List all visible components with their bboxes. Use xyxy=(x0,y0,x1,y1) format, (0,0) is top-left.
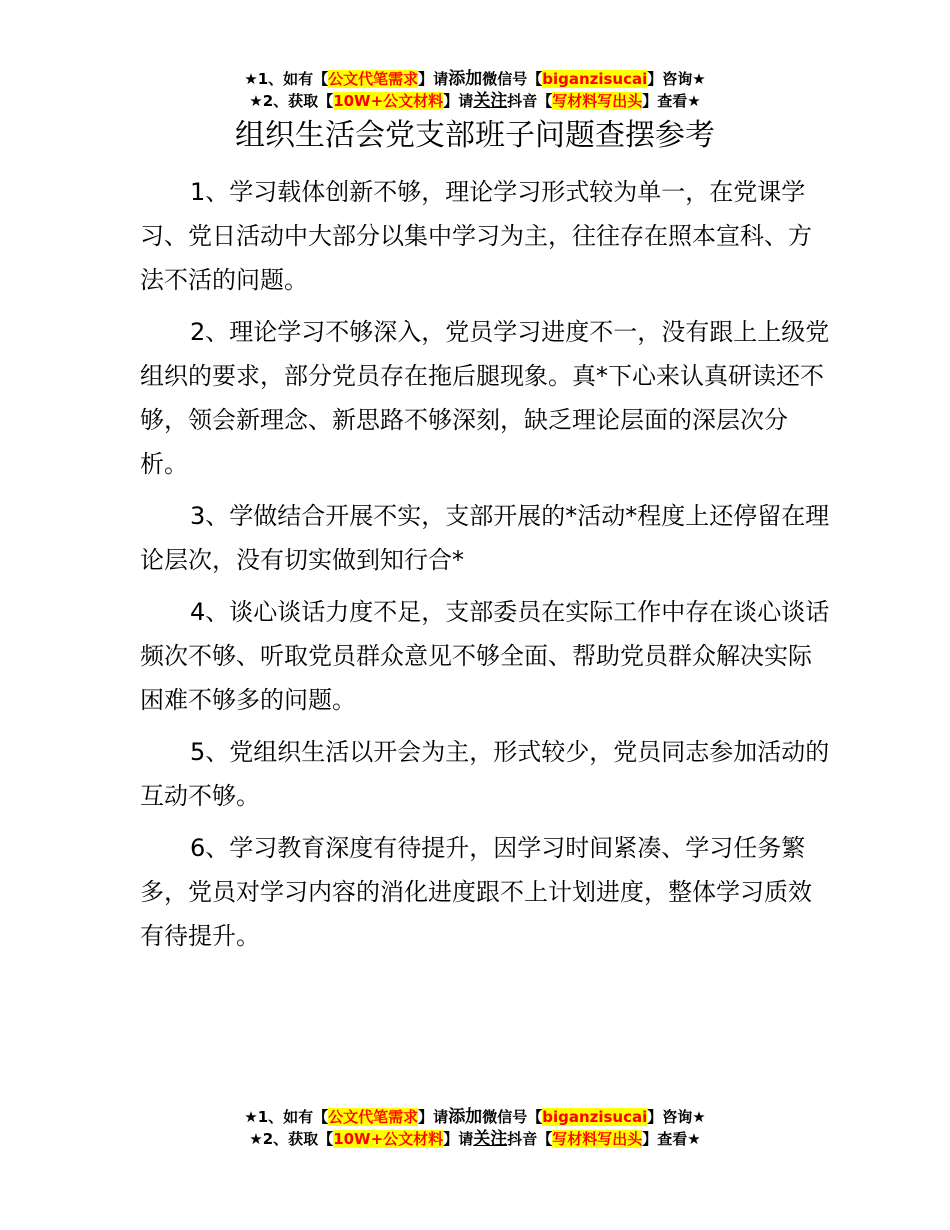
promo-text: ★2、获取【 xyxy=(249,1130,334,1148)
promo-text: 】查看★ xyxy=(642,92,701,110)
promo-emphasis: 关注 xyxy=(473,1129,508,1149)
promo-highlight-wechat-id: biganzisucai xyxy=(542,70,648,88)
paragraph-3: 3、学做结合开展不实，支部开展的*活动*程度上还停留在理论层次，没有切实做到知行合* xyxy=(140,502,830,574)
footer-promo-line-1 xyxy=(0,1106,950,1128)
promo-text: 】查看★ xyxy=(642,1130,701,1148)
promo-emphasis: 关注 xyxy=(473,91,508,111)
promo-text: 】请 xyxy=(443,92,474,110)
header-promo-line-1 xyxy=(0,68,950,90)
promo-emphasis: 添加 xyxy=(448,69,483,89)
paragraph-5: 5、党组织生活以开会为主，形式较少，党员同志参加活动的互动不够。 xyxy=(140,738,830,810)
promo-highlight: 10W+公文材料 xyxy=(333,1130,444,1148)
promo-text: ★2、获取【 xyxy=(249,92,334,110)
paragraph-6: 6、学习教育深度有待提升，因学习时间紧凑、学习任务繁多，党员对学习内容的消化进度跟不上计划进度，整体学习质效有待提升。 xyxy=(140,834,812,950)
promo-highlight: 公文代笔需求 xyxy=(328,1108,419,1126)
promo-highlight-wechat-id: biganzisucai xyxy=(542,1108,648,1126)
promo-text: ★1、如有【 xyxy=(244,70,329,88)
header-promo-line-2 xyxy=(0,90,950,112)
promo-text: ★1、如有【 xyxy=(244,1108,329,1126)
promo-emphasis: 添加 xyxy=(448,1107,483,1127)
footer-promo xyxy=(0,1106,950,1150)
promo-highlight-douyin-id: 写材料写出头 xyxy=(552,1130,643,1148)
promo-highlight: 10W+公文材料 xyxy=(333,92,444,110)
promo-text: 微信号【 xyxy=(482,1108,543,1126)
promo-highlight-douyin-id: 写材料写出头 xyxy=(552,92,643,110)
promo-text: 抖音【 xyxy=(507,1130,553,1148)
promo-text: 】请 xyxy=(443,1130,474,1148)
promo-text: 】咨询★ xyxy=(647,1108,706,1126)
promo-highlight: 公文代笔需求 xyxy=(328,70,419,88)
promo-text: 】咨询★ xyxy=(647,70,706,88)
header-promo xyxy=(0,68,950,112)
document-title: 组织生活会党支部班子问题查摆参考 xyxy=(235,118,715,153)
promo-text: 】请 xyxy=(418,1108,449,1126)
paragraph-2: 2、理论学习不够深入，党员学习进度不一，没有跟上上级党组织的要求，部分党员存在拖后腿现象。真*下心来认真研读还不够，领会新理念、新思路不够深刻，缺乏理论层面的深层次分析。 xyxy=(140,318,830,478)
paragraph-4: 4、谈心谈话力度不足，支部委员在实际工作中存在谈心谈话频次不够、听取党员群众意见不够全面、帮助党员群众解决实际困难不够多的问题。 xyxy=(140,598,830,714)
promo-text: 】请 xyxy=(418,70,449,88)
paragraph-1: 1、学习载体创新不够，理论学习形式较为单一，在党课学习、党日活动中大部分以集中学习为主，往往存在照本宣科、方法不活的问题。 xyxy=(140,178,812,294)
promo-text: 微信号【 xyxy=(482,70,543,88)
footer-promo-line-2 xyxy=(0,1128,950,1150)
promo-text: 抖音【 xyxy=(507,92,553,110)
document-body xyxy=(140,170,830,966)
